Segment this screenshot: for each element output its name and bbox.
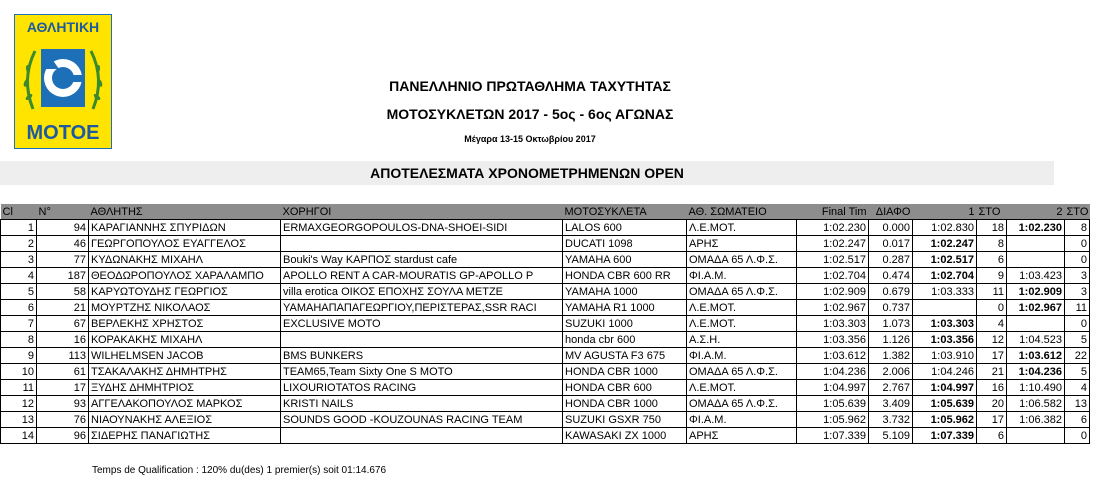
cell-rider: ΣΙΔΕΡΗΣ ΠΑΝΑΓΙΩΤΗΣ bbox=[89, 428, 281, 444]
cell-rider: ΓΕΩΡΓΟΠΟΥΛΟΣ ΕΥΑΓΓΕΛΟΣ bbox=[89, 236, 281, 252]
cell-rider: WILHELMSEN JACOB bbox=[89, 348, 281, 364]
cell-session1: 1:02.830 bbox=[913, 220, 977, 236]
cell-club: Λ.Ε.ΜΟΤ. bbox=[687, 220, 797, 236]
cell-lap1: 8 bbox=[977, 236, 1007, 252]
cell-gap: 0.737 bbox=[869, 300, 913, 316]
championship-title: ΠΑΝΕΛΛΗΝΙΟ ΠΡΩΤΑΘΛΗΜΑ ΤΑΧΥΤΗΤΑΣ bbox=[389, 78, 671, 94]
col-header-class: Cl bbox=[1, 204, 37, 220]
cell-gap: 5.109 bbox=[869, 428, 913, 444]
cell-gap: 2.767 bbox=[869, 380, 913, 396]
col-header-motorcycle: ΜΟΤΟΣΥΚΛΕΤΑ bbox=[563, 204, 687, 220]
cell-lap2: 0 bbox=[1065, 428, 1090, 444]
cell-club: Α.Σ.Η. bbox=[687, 332, 797, 348]
cell-final-time: 1:03.356 bbox=[797, 332, 869, 348]
cell-rider: ΚΥΔΩΝΑΚΗΣ ΜΙΧΑΗΛ bbox=[89, 252, 281, 268]
cell-class: 3 bbox=[1, 252, 37, 268]
cell-session2 bbox=[1007, 316, 1065, 332]
table-row bbox=[1, 428, 1090, 444]
cell-club: ΦΙ.Α.Μ. bbox=[687, 348, 797, 364]
cell-rider: ΝΙΑΟΥΝΑΚΗΣ ΑΛΕΞΙΟΣ bbox=[89, 412, 281, 428]
cell-final-time: 1:03.612 bbox=[797, 348, 869, 364]
cell-number: 67 bbox=[37, 316, 89, 332]
cell-number: 61 bbox=[37, 364, 89, 380]
cell-session2: 1:06.582 bbox=[1007, 396, 1065, 412]
cell-rider: ΑΓΓΕΛΑΚΟΠΟΥΛΟΣ ΜΑΡΚΟΣ bbox=[89, 396, 281, 412]
cell-session2: 1:06.382 bbox=[1007, 412, 1065, 428]
cell-session1: 1:03.356 bbox=[913, 332, 977, 348]
cell-club: Λ.Ε.ΜΟΤ. bbox=[687, 316, 797, 332]
cell-session2: 1:02.967 bbox=[1007, 300, 1065, 316]
cell-lap2: 0 bbox=[1065, 252, 1090, 268]
cell-session1: 1:03.333 bbox=[913, 284, 977, 300]
cell-gap: 0.474 bbox=[869, 268, 913, 284]
cell-lap1: 0 bbox=[977, 300, 1007, 316]
cell-number: 93 bbox=[37, 396, 89, 412]
cell-class: 8 bbox=[1, 332, 37, 348]
cell-number: 21 bbox=[37, 300, 89, 316]
table-row bbox=[1, 300, 1090, 316]
cell-club: Λ.Ε.ΜΟΤ. bbox=[687, 380, 797, 396]
cell-final-time: 1:05.962 bbox=[797, 412, 869, 428]
cell-sponsors: KRISTI NAILS bbox=[281, 396, 563, 412]
cell-lap1: 6 bbox=[977, 252, 1007, 268]
cell-session1: 1:02.247 bbox=[913, 236, 977, 252]
table-row bbox=[1, 252, 1090, 268]
club-logo bbox=[14, 14, 112, 149]
col-header-gap: ΔΙΑΦΟ bbox=[869, 204, 913, 220]
cell-club: ΑΡΗΣ bbox=[687, 428, 797, 444]
event-date: Μέγαρα 13-15 Οκτωβρίου 2017 bbox=[464, 134, 596, 144]
cell-session2 bbox=[1007, 236, 1065, 252]
cell-motorcycle: SUZUKI GSXR 750 bbox=[563, 412, 687, 428]
cell-final-time: 1:05.639 bbox=[797, 396, 869, 412]
col-header-lap1: ΣΤΟ bbox=[977, 204, 1007, 220]
cell-motorcycle: HONDA CBR 1000 bbox=[563, 364, 687, 380]
cell-session1: 1:02.704 bbox=[913, 268, 977, 284]
cell-lap1: 20 bbox=[977, 396, 1007, 412]
cell-lap2: 4 bbox=[1065, 380, 1090, 396]
cell-final-time: 1:07.339 bbox=[797, 428, 869, 444]
table-row bbox=[1, 236, 1090, 252]
cell-motorcycle: YAMAHA R1 1000 bbox=[563, 300, 687, 316]
cell-rider: ΞΥΔΗΣ ΔΗΜΗΤΡΙΟΣ bbox=[89, 380, 281, 396]
cell-session2: 1:03.612 bbox=[1007, 348, 1065, 364]
col-header-club: ΑΘ. ΣΩΜΑΤΕΙΟ bbox=[687, 204, 797, 220]
col-header-final-time: Final Tim bbox=[797, 204, 869, 220]
cell-lap1: 4 bbox=[977, 316, 1007, 332]
cell-class: 1 bbox=[1, 220, 37, 236]
cell-gap: 0.000 bbox=[869, 220, 913, 236]
cell-session1: 1:03.910 bbox=[913, 348, 977, 364]
cell-number: 58 bbox=[37, 284, 89, 300]
cell-lap1: 11 bbox=[977, 284, 1007, 300]
table-row bbox=[1, 364, 1090, 380]
cell-class: 12 bbox=[1, 396, 37, 412]
cell-class: 9 bbox=[1, 348, 37, 364]
col-header-session2: 2 bbox=[1007, 204, 1065, 220]
table-row bbox=[1, 396, 1090, 412]
cell-motorcycle: HONDA CBR 1000 bbox=[563, 396, 687, 412]
cell-gap: 1.126 bbox=[869, 332, 913, 348]
logo-emblem bbox=[15, 39, 111, 118]
cell-session1: 1:03.303 bbox=[913, 316, 977, 332]
cell-gap: 0.679 bbox=[869, 284, 913, 300]
cell-number: 46 bbox=[37, 236, 89, 252]
cell-session2: 1:04.236 bbox=[1007, 364, 1065, 380]
cell-number: 77 bbox=[37, 252, 89, 268]
cell-sponsors: BMS BUNKERS bbox=[281, 348, 563, 364]
cell-lap2: 0 bbox=[1065, 316, 1090, 332]
cell-class: 2 bbox=[1, 236, 37, 252]
cell-number: 187 bbox=[37, 268, 89, 284]
qualification-footnote: Temps de Qualification : 120% du(des) 1 premier(s) soit 01:14.676 bbox=[92, 465, 387, 476]
cell-session2: 1:04.523 bbox=[1007, 332, 1065, 348]
cell-number: 94 bbox=[37, 220, 89, 236]
cell-final-time: 1:02.247 bbox=[797, 236, 869, 252]
cell-lap2: 11 bbox=[1065, 300, 1090, 316]
cell-final-time: 1:02.909 bbox=[797, 284, 869, 300]
cell-sponsors: Bouki's Way ΚΑΡΠΟΣ stardust cafe bbox=[281, 252, 563, 268]
cell-motorcycle: YAMAHA 1000 bbox=[563, 284, 687, 300]
cell-sponsors bbox=[281, 236, 563, 252]
cell-gap: 3.732 bbox=[869, 412, 913, 428]
cell-sponsors: ERMAXGEORGOPOULOS-DNA-SHOEI-SIDI bbox=[281, 220, 563, 236]
cell-rider: ΚΑΡΑΓΙΑΝΝΗΣ ΣΠΥΡΙΔΩΝ bbox=[89, 220, 281, 236]
results-table-wrap bbox=[0, 204, 1089, 444]
section-title: ΑΠΟΤΕΛΕΣΜΑΤΑ ΧΡΟΝΟΜΕΤΡΗΜΕΝΩΝ OPEN bbox=[0, 161, 1054, 185]
cell-lap1: 9 bbox=[977, 268, 1007, 284]
cell-class: 4 bbox=[1, 268, 37, 284]
cell-rider: ΘΕΟΔΩΡΟΠΟΥΛΟΣ ΧΑΡΑΛΑΜΠΟ bbox=[89, 268, 281, 284]
cell-sponsors bbox=[281, 428, 563, 444]
col-header-session1: 1 bbox=[913, 204, 977, 220]
cell-class: 5 bbox=[1, 284, 37, 300]
table-row bbox=[1, 332, 1090, 348]
cell-motorcycle: KAWASAKI ZX 1000 bbox=[563, 428, 687, 444]
cell-sponsors: SOUNDS GOOD -KOUZOUNAS RACING TEAM bbox=[281, 412, 563, 428]
cell-lap1: 6 bbox=[977, 428, 1007, 444]
cell-motorcycle: MV AGUSTA F3 675 bbox=[563, 348, 687, 364]
cell-motorcycle: DUCATI 1098 bbox=[563, 236, 687, 252]
cell-sponsors: EXCLUSIVE MOTO bbox=[281, 316, 563, 332]
cell-lap2: 6 bbox=[1065, 412, 1090, 428]
cell-lap2: 3 bbox=[1065, 268, 1090, 284]
cell-rider: ΤΣΑΚΑΛΑΚΗΣ ΔΗΜΗΤΡΗΣ bbox=[89, 364, 281, 380]
cell-lap2: 13 bbox=[1065, 396, 1090, 412]
cell-session1: 1:04.246 bbox=[913, 364, 977, 380]
cell-lap1: 12 bbox=[977, 332, 1007, 348]
cell-number: 16 bbox=[37, 332, 89, 348]
cell-club: ΦΙ.Α.Μ. bbox=[687, 268, 797, 284]
table-row bbox=[1, 220, 1090, 236]
cell-sponsors: APOLLO RENT A CAR-MOURATIS GP-APOLLO P bbox=[281, 268, 563, 284]
cell-sponsors: LIXOURIOTATOS RACING bbox=[281, 380, 563, 396]
cell-lap2: 5 bbox=[1065, 332, 1090, 348]
cell-final-time: 1:02.517 bbox=[797, 252, 869, 268]
cell-club: ΟΜΑΔΑ 65 Λ.Φ.Σ. bbox=[687, 396, 797, 412]
cell-lap2: 8 bbox=[1065, 220, 1090, 236]
cell-lap1: 17 bbox=[977, 412, 1007, 428]
cell-motorcycle: HONDA CBR 600 bbox=[563, 380, 687, 396]
cell-lap1: 17 bbox=[977, 348, 1007, 364]
cell-sponsors: villa erotica ΟΙΚΟΣ ΕΠΟΧΗΣ ΣΟΥΛΑ ΜΕΤΖΕ bbox=[281, 284, 563, 300]
cell-sponsors: ΥΑΜΑΗΑΠΑΠΑΓΕΩΡΓΙΟΥ,ΠΕΡΙΣΤΕΡΑΣ,SSR RACI bbox=[281, 300, 563, 316]
cell-rider: ΒΕΡΛΕΚΗΣ ΧΡΗΣΤΟΣ bbox=[89, 316, 281, 332]
event-title: ΜΟΤΟΣΥΚΛΕΤΩΝ 2017 - 5ος - 6ος ΑΓΩΝΑΣ bbox=[386, 106, 674, 122]
logo-bottom-text: ΜΟΤΟΕ bbox=[15, 118, 111, 148]
cell-class: 11 bbox=[1, 380, 37, 396]
cell-session2: 1:02.230 bbox=[1007, 220, 1065, 236]
table-row bbox=[1, 412, 1090, 428]
cell-lap2: 0 bbox=[1065, 236, 1090, 252]
cell-sponsors bbox=[281, 332, 563, 348]
cell-final-time: 1:03.303 bbox=[797, 316, 869, 332]
cell-final-time: 1:02.967 bbox=[797, 300, 869, 316]
cell-number: 96 bbox=[37, 428, 89, 444]
cell-gap: 1.073 bbox=[869, 316, 913, 332]
cell-rider: ΚΟΡΑΚΑΚΗΣ ΜΙΧΑΗΛ bbox=[89, 332, 281, 348]
cell-lap1: 21 bbox=[977, 364, 1007, 380]
cell-motorcycle: LALOS 600 bbox=[563, 220, 687, 236]
cell-lap1: 18 bbox=[977, 220, 1007, 236]
cell-session2 bbox=[1007, 252, 1065, 268]
cell-gap: 0.017 bbox=[869, 236, 913, 252]
table-row bbox=[1, 316, 1090, 332]
cell-class: 14 bbox=[1, 428, 37, 444]
cell-gap: 1.382 bbox=[869, 348, 913, 364]
cell-session1: 1:04.997 bbox=[913, 380, 977, 396]
cell-class: 10 bbox=[1, 364, 37, 380]
col-header-rider: ΑΘΛΗΤΗΣ bbox=[89, 204, 281, 220]
cell-session1 bbox=[913, 300, 977, 316]
cell-class: 6 bbox=[1, 300, 37, 316]
cell-session2: 1:10.490 bbox=[1007, 380, 1065, 396]
cell-final-time: 1:02.230 bbox=[797, 220, 869, 236]
cell-class: 7 bbox=[1, 316, 37, 332]
cell-session1: 1:05.962 bbox=[913, 412, 977, 428]
cell-motorcycle: YAMAHA 600 bbox=[563, 252, 687, 268]
cell-number: 113 bbox=[37, 348, 89, 364]
col-header-number: N° bbox=[37, 204, 89, 220]
cell-final-time: 1:02.704 bbox=[797, 268, 869, 284]
cell-final-time: 1:04.997 bbox=[797, 380, 869, 396]
cell-session2: 1:03.423 bbox=[1007, 268, 1065, 284]
cell-session1: 1:07.339 bbox=[913, 428, 977, 444]
cell-club: ΟΜΑΔΑ 65 Λ.Φ.Σ. bbox=[687, 284, 797, 300]
cell-lap2: 3 bbox=[1065, 284, 1090, 300]
cell-club: Λ.Ε.ΜΟΤ. bbox=[687, 300, 797, 316]
cell-class: 13 bbox=[1, 412, 37, 428]
table-header-row bbox=[1, 204, 1090, 220]
cell-final-time: 1:04.236 bbox=[797, 364, 869, 380]
cell-gap: 2.006 bbox=[869, 364, 913, 380]
table-row bbox=[1, 380, 1090, 396]
cell-rider: ΜΟΥΡΤΖΗΣ ΝΙΚΟΛΑΟΣ bbox=[89, 300, 281, 316]
table-row bbox=[1, 268, 1090, 284]
cell-number: 76 bbox=[37, 412, 89, 428]
cell-gap: 0.287 bbox=[869, 252, 913, 268]
table-row bbox=[1, 348, 1090, 364]
cell-club: ΟΜΑΔΑ 65 Λ.Φ.Σ. bbox=[687, 252, 797, 268]
table-row bbox=[1, 284, 1090, 300]
cell-sponsors: TEAM65,Team Sixty One S MOTO bbox=[281, 364, 563, 380]
cell-lap2: 22 bbox=[1065, 348, 1090, 364]
col-header-sponsors: ΧΟΡΗΓΟΙ bbox=[281, 204, 563, 220]
cell-session2 bbox=[1007, 428, 1065, 444]
logo-top-text: ΑΘΛΗΤΙΚΗ bbox=[15, 15, 111, 39]
cell-motorcycle: SUZUKI 1000 bbox=[563, 316, 687, 332]
cell-rider: ΚΑΡΥΩΤΟΥΔΗΣ ΓΕΩΡΓΙΟΣ bbox=[89, 284, 281, 300]
cell-motorcycle: honda cbr 600 bbox=[563, 332, 687, 348]
results-table bbox=[0, 204, 1090, 444]
cell-number: 17 bbox=[37, 380, 89, 396]
cell-lap1: 16 bbox=[977, 380, 1007, 396]
cell-session1: 1:02.517 bbox=[913, 252, 977, 268]
cell-lap2: 5 bbox=[1065, 364, 1090, 380]
results-body bbox=[1, 220, 1090, 444]
cell-session1: 1:05.639 bbox=[913, 396, 977, 412]
cell-club: ΦΙ.Α.Μ. bbox=[687, 412, 797, 428]
cell-club: ΟΜΑΔΑ 65 Λ.Φ.Σ. bbox=[687, 364, 797, 380]
cell-motorcycle: HONDA CBR 600 RR bbox=[563, 268, 687, 284]
cell-club: ΑΡΗΣ bbox=[687, 236, 797, 252]
cell-gap: 3.409 bbox=[869, 396, 913, 412]
cell-session2: 1:02.909 bbox=[1007, 284, 1065, 300]
col-header-lap2: ΣΤΟ bbox=[1066, 205, 1089, 218]
